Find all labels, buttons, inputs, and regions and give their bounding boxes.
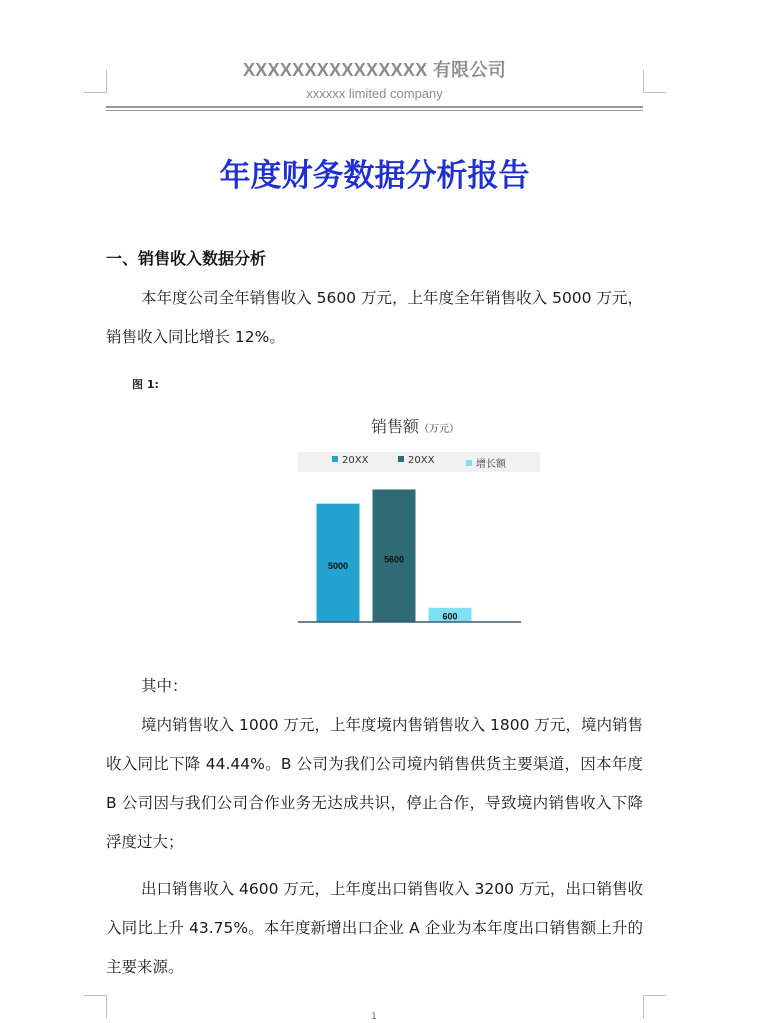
paragraph-intro	[106, 667, 643, 706]
header-rule-thin	[106, 110, 643, 111]
page-number: 1	[371, 1012, 377, 1022]
figure-label: 图 1:	[132, 378, 159, 391]
bar-value-label-1: 5000	[327, 560, 349, 571]
crop-mark-bottom-right	[643, 995, 666, 1018]
legend-label-1: 20XX	[342, 455, 369, 466]
section-heading: 一、销售收入数据分析	[106, 249, 267, 268]
chart-title-text: 销售额	[370, 417, 419, 436]
sales-bar-chart	[290, 408, 540, 640]
document-title: 年度财务数据分析报告	[219, 158, 530, 194]
paragraph-export-sales-text: 出口销售收入 4600 万元，上年度出口销售收入 3200 万元，出口销售收入同比上升 43.75%。本年度新增出口企业 A 企业为本年度出口销售额上升的主要来源。	[106, 880, 643, 976]
paragraph-sales-summary-text: 本年度公司全年销售收入 5600 万元，上年度全年销售收入 5000 万元，销售收入同比增长 12%。	[106, 289, 643, 346]
header-company-cn: XXXXXXXXXXXXXXX 有限公司	[242, 60, 507, 80]
crop-mark-top-right	[643, 70, 666, 93]
legend-label-3: 增长额	[476, 459, 506, 470]
paragraph-intro-text: 其中：	[141, 677, 188, 695]
bar-value-label-3: 600	[442, 611, 458, 622]
paragraph-export-sales	[106, 870, 643, 987]
paragraph-sales-summary	[106, 279, 643, 357]
bar-value-label-2: 5600	[383, 554, 405, 565]
legend-label-2: 20XX	[408, 455, 435, 466]
paragraph-domestic-sales-text: 境内销售收入 1000 万元，上年度境内售销售收入 1800 万元，境内销售收入同比下降 44.44%。B 公司为我们公司境内销售供货主要渠道，因本年度 B 公司因与我们公司合作业务无达成共识，停止合作，导致境内销售收入下降浮度过大；	[106, 716, 643, 851]
chart-plot-area	[290, 408, 540, 640]
paragraph-domestic-sales	[106, 706, 643, 862]
header-company-en: xxxxxx limited company	[306, 86, 443, 101]
chart-title-unit: （万元）	[419, 424, 459, 435]
crop-mark-top-left	[84, 70, 107, 93]
crop-mark-bottom-left	[84, 995, 107, 1018]
header-rule-thick	[106, 106, 643, 108]
